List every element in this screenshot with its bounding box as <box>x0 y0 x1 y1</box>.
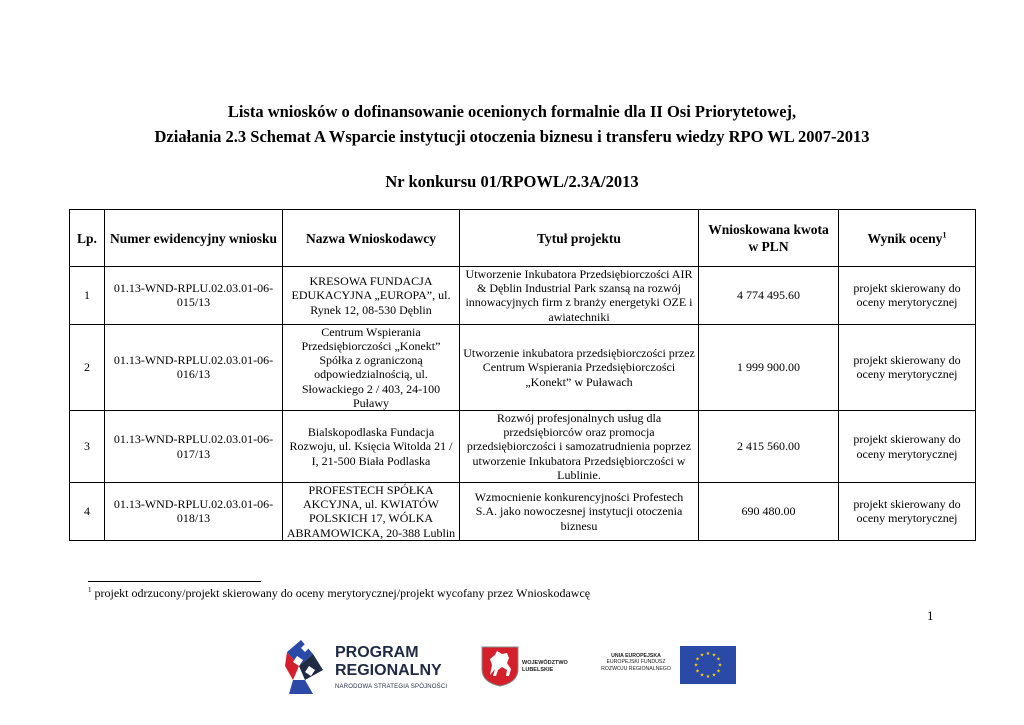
lubelskie-voivodeship-logo <box>480 645 590 690</box>
cell-amount: 2 415 560.00 <box>699 411 839 483</box>
program-subtitle: NARODOWA STRATEGIA SPÓJNOŚCI <box>335 684 448 690</box>
svg-text:★: ★ <box>699 652 705 659</box>
column-header-number: Numer ewidencyjny wniosku <box>105 210 283 267</box>
footnote-mark: 1 <box>88 586 92 594</box>
eu-line-3: ROZWOJU REGIONALNEGO <box>601 665 671 672</box>
cell-lp: 2 <box>70 324 105 410</box>
cell-amount: 4 774 495.60 <box>699 267 839 325</box>
program-title-line-2: REGIONALNY <box>335 662 442 679</box>
cell-result: projekt skierowany do oceny merytorycznej <box>839 411 976 483</box>
european-union-logo <box>598 646 738 686</box>
svg-text:★: ★ <box>695 668 700 675</box>
cell-applicant: Centrum Wspierania Przedsiębiorczości „Konekt” Spółka z ograniczoną odpowiedzialnością, ul. Słowackiego 2 / 403, 24-100 Puławy <box>283 324 460 410</box>
cell-amount: 690 480.00 <box>699 483 839 541</box>
column-header-amount: Wnioskowana kwota w PLN <box>699 210 839 267</box>
cell-amount: 1 999 900.00 <box>699 324 839 410</box>
svg-text:★: ★ <box>693 662 699 669</box>
voivodeship-line-2: LUBELSKIE <box>522 666 554 673</box>
eu-fund-name <box>598 653 674 672</box>
cell-number: 01.13-WND-RPLU.02.03.01-06-015/13 <box>105 267 283 325</box>
svg-text:★: ★ <box>695 656 700 663</box>
program-title-line-1: PROGRAM <box>335 644 419 661</box>
table-row <box>70 267 976 325</box>
column-header-lp: Lp. <box>70 210 105 267</box>
cell-project: Wzmocnienie konkurencyjności Profestech S.A. jako nowoczesnej instytucji otoczenia biznesu <box>460 483 699 541</box>
cell-project: Utworzenie Inkubatora Przedsiębiorczości AIR & Dęblin Industrial Park szansą na rozwój innowacyjnych firm z branży energetyki OZE i awiatechniki <box>460 267 699 325</box>
footnote-separator <box>88 581 261 582</box>
title-line-2: Działania 2.3 Schemat A Wsparcie instytucji otoczenia biznesu i transferu wiedzy RPO WL 2007-2013 <box>154 127 870 146</box>
table-header-row <box>70 210 976 267</box>
table-row <box>70 324 976 410</box>
cell-applicant: Bialskopodlaska Fundacja Rozwoju, ul. Księcia Witolda 21 / I, 21-500 Biała Podlaska <box>283 411 460 483</box>
cell-number: 01.13-WND-RPLU.02.03.01-06-016/13 <box>105 324 283 410</box>
cell-project: Rozwój profesjonalnych usług dla przedsiębiorców oraz promocja przedsiębiorczości i samozatrudnienia poprzez utworzenie Inkubatora Przedsiębiorczości w Lublinie. <box>460 411 699 483</box>
voivodeship-line-1: WOJEWÓDZTWO <box>522 660 568 666</box>
logo-bar <box>0 630 1024 725</box>
program-regionalny-logo <box>283 636 463 698</box>
cell-number: 01.13-WND-RPLU.02.03.01-06-017/13 <box>105 411 283 483</box>
cell-result: projekt skierowany do oceny merytorycznej <box>839 267 976 325</box>
table-row <box>70 411 976 483</box>
column-header-result-label: Wynik oceny <box>867 230 943 246</box>
applications-table <box>69 209 976 541</box>
contest-number: Nr konkursu 01/RPOWL/2.3A/2013 <box>385 172 639 191</box>
cell-applicant: KRESOWA FUNDACJA EDUKACYJNA „EUROPA”, ul. Rynek 12, 08-530 Dęblin <box>283 267 460 325</box>
svg-text:★: ★ <box>711 652 717 659</box>
cell-number: 01.13-WND-RPLU.02.03.01-06-018/13 <box>105 483 283 541</box>
page-number: 1 <box>927 608 934 623</box>
column-header-result <box>839 210 976 267</box>
cell-applicant: PROFESTECH SPÓŁKA AKCYJNA, ul. KWIATÓW POLSKICH 17, WÓLKA ABRAMOWICKA, 20-388 Lublin <box>283 483 460 541</box>
cell-lp: 3 <box>70 411 105 483</box>
svg-text:★: ★ <box>705 674 711 680</box>
cell-result: projekt skierowany do oceny merytorycznej <box>839 324 976 410</box>
title-line-1: Lista wniosków o dofinansowanie ocenionych formalnie dla II Osi Priorytetowej, <box>227 102 797 121</box>
svg-text:★: ★ <box>699 672 705 679</box>
footnote <box>88 586 590 601</box>
program-regionalny-emblem-icon <box>283 636 331 698</box>
column-header-applicant: Nazwa Wnioskodawcy <box>283 210 460 267</box>
cell-result: projekt skierowany do oceny merytorycznej <box>839 483 976 541</box>
svg-text:★: ★ <box>711 672 717 679</box>
svg-text:★: ★ <box>716 668 721 675</box>
eu-flag-icon <box>680 646 736 684</box>
voivodeship-name <box>522 660 568 673</box>
cell-project: Utworzenie inkubatora przedsiębiorczości przez Centrum Wspierania Przedsiębiorczości „Konekt” w Puławach <box>460 324 699 410</box>
cell-lp: 1 <box>70 267 105 325</box>
column-header-project: Tytuł projektu <box>460 210 699 267</box>
footnote-reference: 1 <box>942 230 947 239</box>
svg-text:★: ★ <box>716 656 721 663</box>
eu-line-1: UNIA EUROPEJSKA <box>611 653 661 659</box>
voivodeship-coat-of-arms-icon <box>480 645 520 687</box>
footnote-text: projekt odrzucony/projekt skierowany do oceny merytorycznej/projekt wycofany przez Wnioskodawcę <box>94 586 591 600</box>
svg-text:★: ★ <box>705 651 711 657</box>
eu-line-2: EUROPEJSKI FUNDUSZ <box>606 659 666 666</box>
cell-lp: 4 <box>70 483 105 541</box>
table-row <box>70 483 976 541</box>
svg-text:★: ★ <box>717 662 723 669</box>
